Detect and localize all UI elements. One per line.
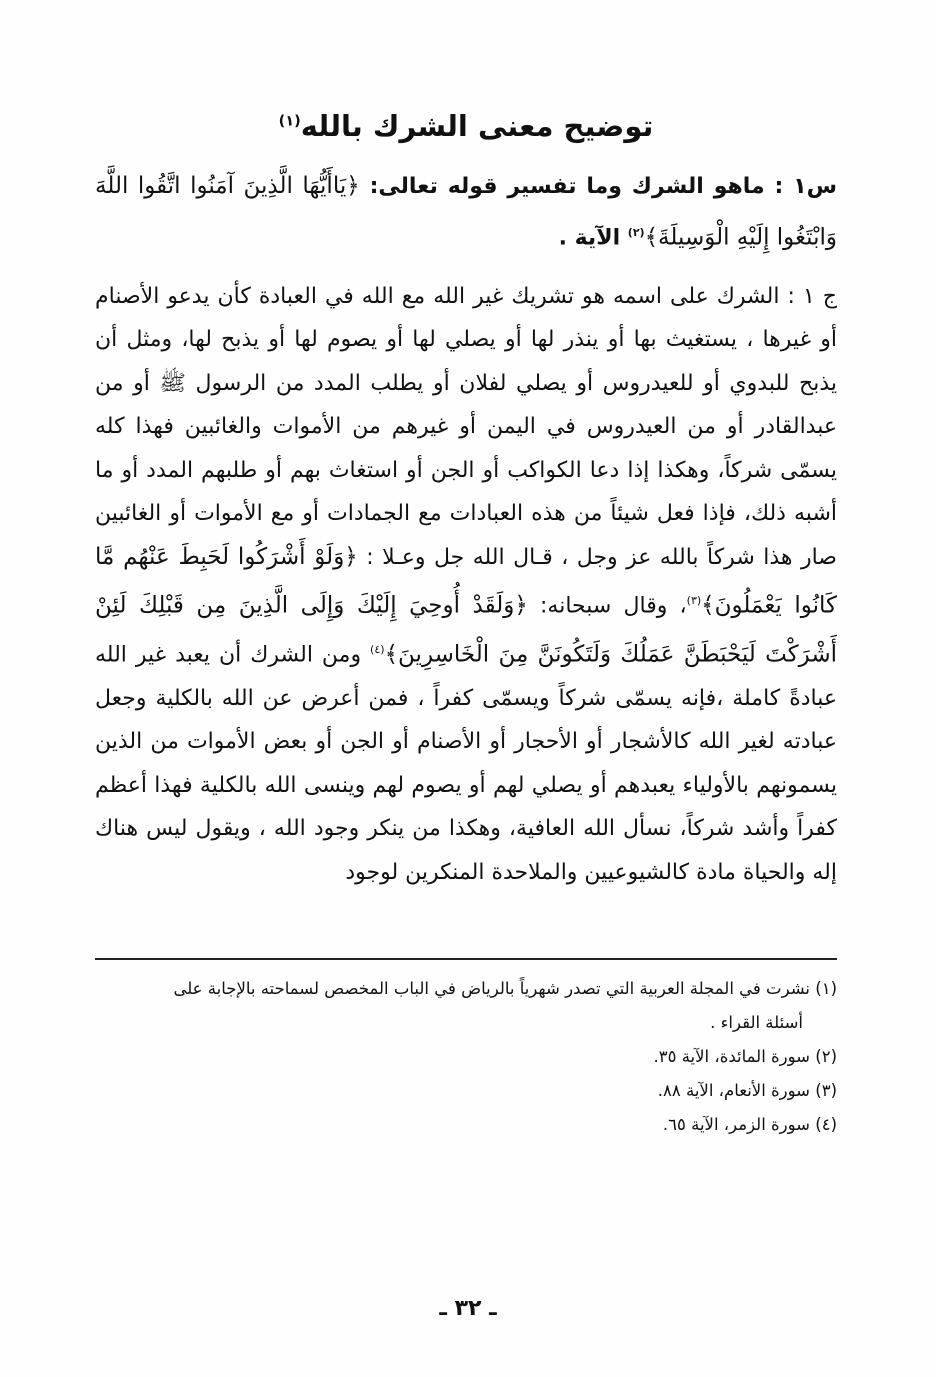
question-label: س١ :	[774, 173, 837, 199]
footnote-num: (٤)	[815, 1115, 837, 1134]
footnote-num: (٣)	[815, 1081, 837, 1100]
question-text: ماهو الشرك وما تفسير قوله تعالى:	[369, 173, 765, 199]
footnote-1	[95, 972, 837, 1006]
footnote-text: أسئلة القراء .	[710, 1013, 803, 1032]
footnote-num: (١)	[815, 979, 837, 998]
footnote-divider	[95, 958, 837, 960]
footnote-text: سورة الأنعام، الآية ٨٨.	[657, 1081, 810, 1100]
answer-label: ج ١ :	[787, 283, 837, 309]
page-title	[95, 105, 837, 149]
footnote-text: نشرت في المجلة العربية التي تصدر شهرياً بالرياض في الباب المخصص لسماحته بالإجابة على	[173, 979, 810, 998]
answer-text-part2: ، وقال سبحانه:	[540, 593, 687, 619]
quran-verse-question: ﴿يَاأَيُّهَا الَّذِينَ آمَنُوا اتَّقُوا اللَّهَ وَابْتَغُوا إِلَيْهِ الْوَسِيلَةَ﴾	[95, 172, 837, 250]
footnote-2	[95, 1040, 837, 1074]
footnotes	[95, 972, 837, 1142]
quran-verse-zumar: ﴿وَلَقَدْ أُوحِيَ إِلَيْكَ وَإِلَى الَّذِينَ مِن قَبْلِكَ لَئِنْ أَشْرَكْتَ لَيَحْبَطَنَّ عَمَلُكَ وَلَتَكُونَنَّ مِنَ الْخَاسِرِينَ﴾	[95, 592, 837, 668]
footnote-4	[95, 1108, 837, 1142]
footnote-3	[95, 1074, 837, 1108]
quran-verse-anam: ﴿وَلَوْ أَشْرَكُوا لَحَبِطَ عَنْهُم مَّا كَانُوا يَعْمَلُونَ﴾	[95, 543, 837, 619]
title-text: توضيح معنى الشرك بالله	[300, 109, 654, 143]
answer-paragraph	[95, 275, 837, 895]
answer-footnote-ref-3: (٣)	[686, 594, 702, 608]
answer-text-part3: ومن الشرك أن يعبد غير الله عبادةً كاملة ،فإنه يسمّى شركاً ويسمّى كفراً ، فمن أعرض عن الله بالكلية وجعل عبادته لغير الله كالأشجار أو الأحجار أو الأصنام أو الجن أو بعض الأموات من الذين يسمونهم بالأولياء يعبدهم أو يصلي لهم أو يصوم لهم وينسى الله بالكلية فهذا أعظم كفراً وأشد شركاً، نسأل الله العافية، وهكذا من ينكر وجود الله ، ويقول ليس هناك إله والحياة مادة كالشيوعيين والملاحدة المنكرين لوجود	[95, 642, 837, 885]
page-body	[95, 105, 837, 894]
footnote-text: سورة المائدة، الآية ٣٥.	[653, 1047, 810, 1066]
answer-text-part1: الشرك على اسمه هو تشريك غير الله مع الله في العبادة كأن يدعو الأصنام أو غيرها ، يستغيث بها أو ينذر لها أو يصلي لها أو يصوم لها أو يذبح لها، ومثل أن يذبح للبدوي أو للعيدروس أو يصلي لفلان أو يطلب المدد من الرسول ﷺ أو من عبدالقادر أو من العيدروس في اليمن أو غيرهم من الأموات والغائبين فهذا كله يسمّى شركاً، وهكذا إذا دعا الكواكب أو الجن أو استغاث بهم أو طلبهم المدد أو ما أشبه ذلك، فإذا فعل شيئاً من هذه العبادات مع الجمادات أو مع الأموات أو الغائبين صار هذا شركاً بالله عز وجل ، قـال الله جل وعـلا :	[95, 283, 837, 570]
title-footnote-ref: (١)	[278, 113, 301, 130]
question-paragraph	[95, 163, 837, 261]
footnote-num: (٢)	[815, 1047, 837, 1066]
footnote-1-continuation	[95, 1006, 837, 1040]
page-number: ـ ٣٢ ـ	[439, 1296, 497, 1321]
question-footnote-ref: (٢)	[627, 225, 645, 239]
answer-footnote-ref-4: (٤)	[370, 643, 385, 657]
question-tail: الآية .	[558, 224, 621, 250]
footnote-text: سورة الزمر، الآية ٦٥.	[662, 1115, 810, 1134]
